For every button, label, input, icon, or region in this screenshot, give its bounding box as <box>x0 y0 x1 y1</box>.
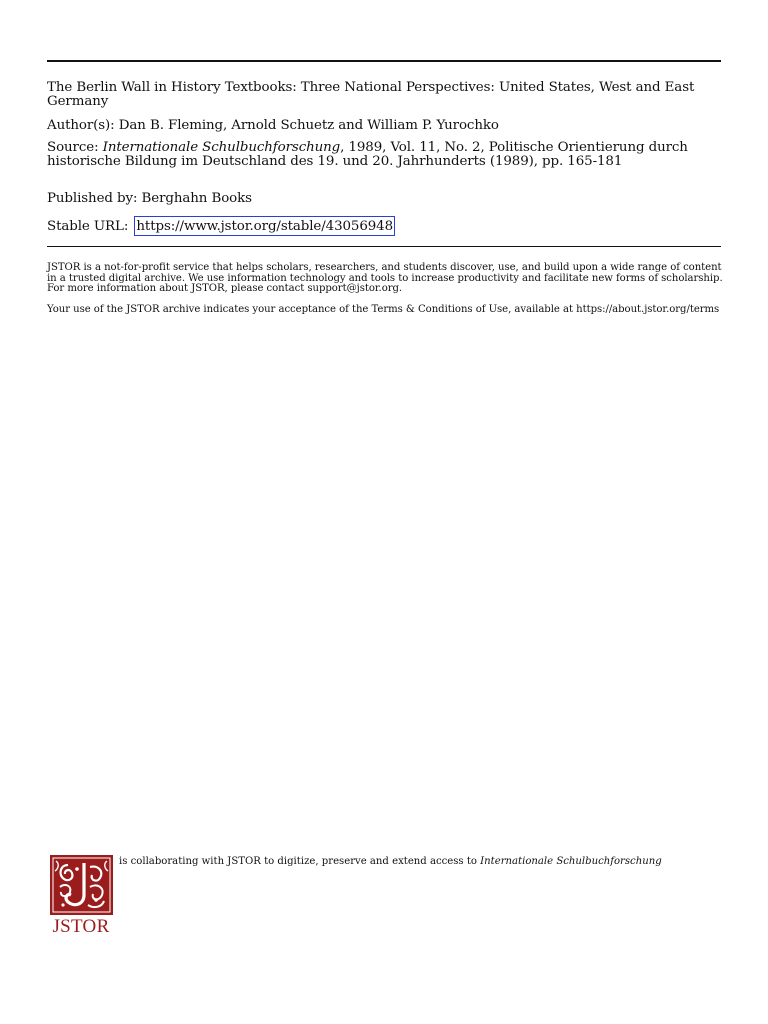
jstor-logo <box>47 852 115 940</box>
source-details: , 1989, Vol. 11, No. 2, Politische Orientierung durch historische Bildung im Deutschland des 19. und 20. Jahrhunderts (1989), pp. 165-181 <box>47 140 688 169</box>
article-authors <box>47 119 727 133</box>
middle-divider <box>47 246 721 247</box>
jstor-about-notice: JSTOR is a not-for-profit service that helps scholars, researchers, and students discover, use, and build upon a wide range of content in a trusted digital archive. We use information technology and tools to increase productivity and facilitate new forms of scholarship. For more information about JSTOR, please contact support@jstor.org. <box>47 262 723 294</box>
collab-journal: Internationale Schulbuchforschung <box>480 856 662 867</box>
top-divider <box>47 60 721 62</box>
url-label: Stable URL: <box>47 219 133 234</box>
authors-label: Author(s): <box>47 118 119 133</box>
publisher-value: Berghahn Books <box>141 191 252 206</box>
collab-prefix: is collaborating with JSTOR to digitize, preserve and extend access to <box>119 856 481 867</box>
article-title: The Berlin Wall in History Textbooks: Three National Perspectives: United States, West and East Germany <box>47 80 695 109</box>
source-label: Source: <box>47 140 103 155</box>
terms-notice: Your use of the JSTOR archive indicates your acceptance of the Terms & Conditions of Use, available at https://about.jstor.org/terms <box>47 304 720 315</box>
article-source <box>47 141 727 168</box>
source-journal: Internationale Schulbuchforschung <box>102 140 341 155</box>
stable-url-line <box>47 220 727 234</box>
stable-url-link[interactable]: https://www.jstor.org/stable/43056948 <box>134 216 395 236</box>
authors-value: Dan B. Fleming, Arnold Schuetz and William P. Yurochko <box>118 118 499 133</box>
jstor-logo-icon <box>50 855 113 915</box>
publisher-label: Published by: <box>47 191 142 206</box>
collaboration-notice <box>119 856 719 867</box>
article-publisher <box>47 192 727 206</box>
jstor-logo-text: JSTOR <box>52 916 110 937</box>
